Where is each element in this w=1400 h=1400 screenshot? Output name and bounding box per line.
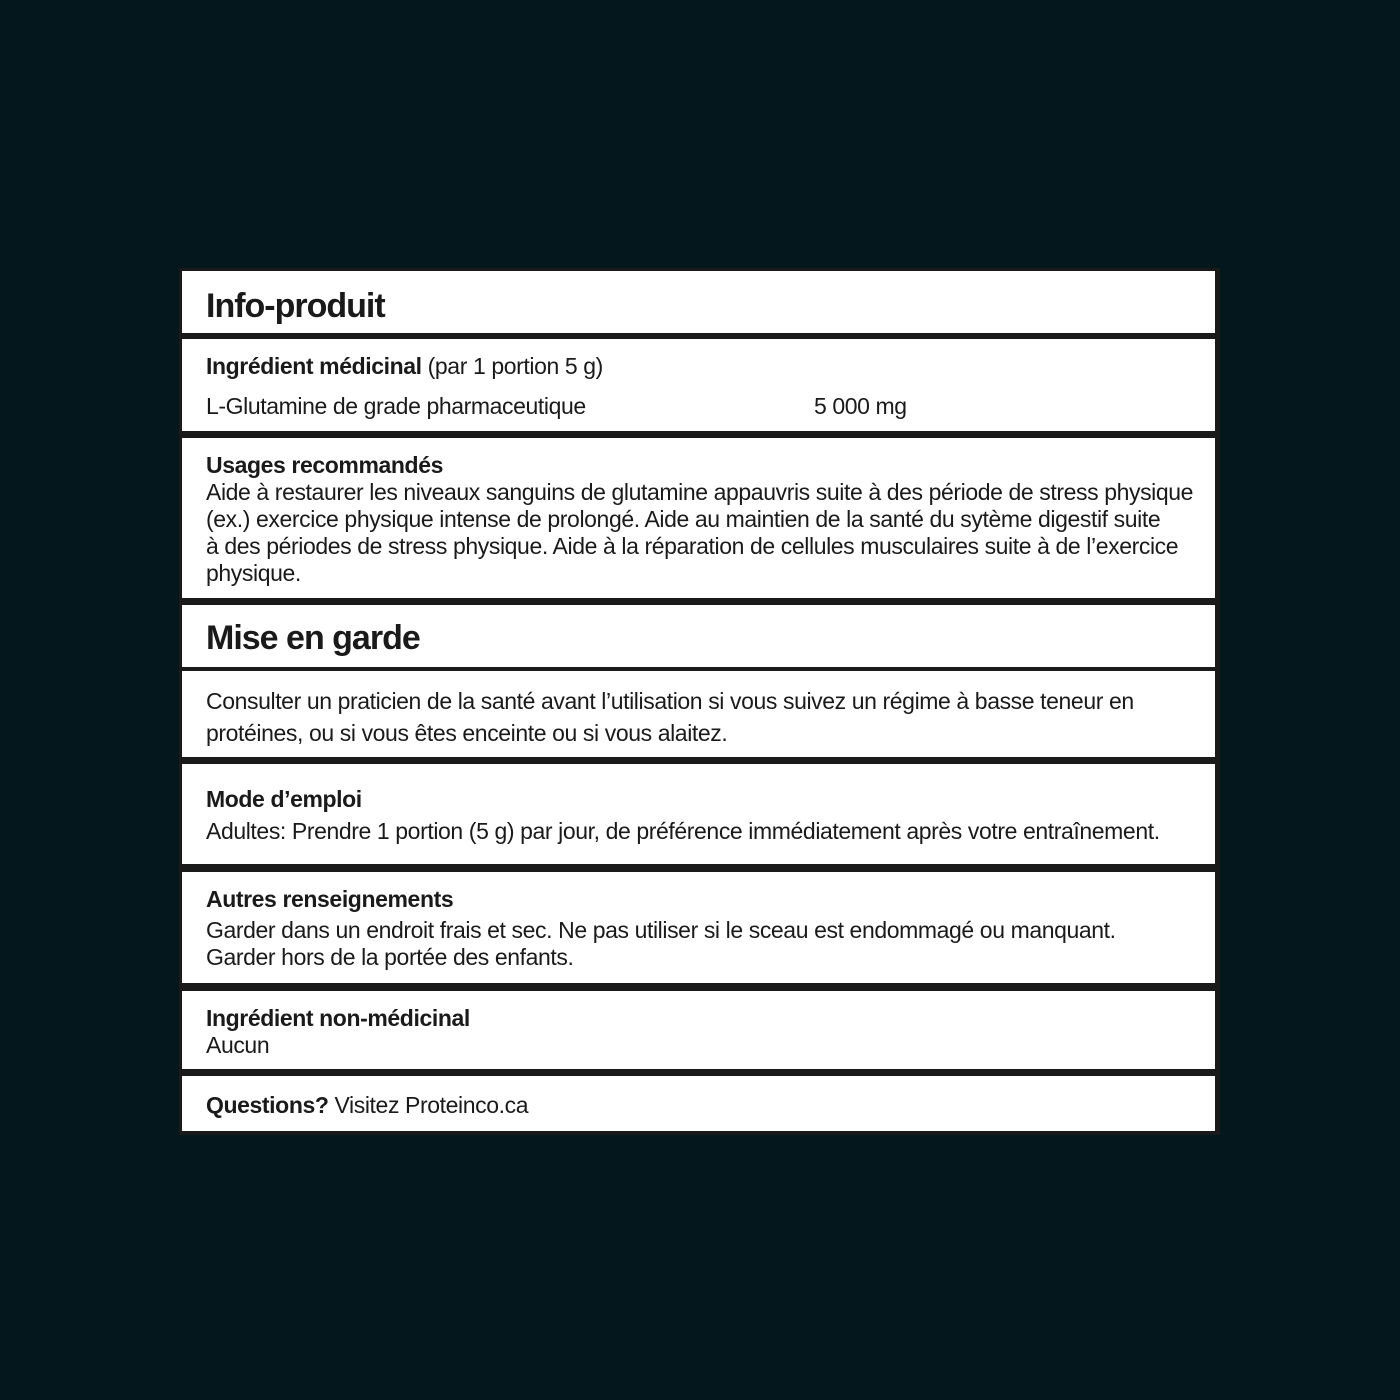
uses-section <box>182 438 1215 598</box>
non-medicinal-section <box>182 991 1215 1069</box>
other-line: Garder hors de la portée des enfants. <box>206 944 574 970</box>
warning-line: protéines, ou si vous êtes enceinte ou si vous alaitez. <box>206 720 728 746</box>
questions-section <box>182 1076 1215 1131</box>
questions-label: Questions? <box>206 1092 329 1118</box>
warning-body-section <box>182 671 1215 757</box>
info-title: Info-produit <box>206 287 385 325</box>
non-medicinal-heading: Ingrédient non-médicinal <box>206 1005 470 1031</box>
directions-heading: Mode d’emploi <box>206 786 362 812</box>
questions-text: Visitez Proteinco.ca <box>334 1092 529 1118</box>
medicinal-portion: (par 1 portion 5 g) <box>427 353 603 379</box>
medicinal-heading: Ingrédient médicinal <box>206 353 422 379</box>
product-info-label <box>179 268 1220 1135</box>
other-line: Garder dans un endroit frais et sec. Ne pas utiliser si le sceau est endommagé ou manquant. <box>206 917 1116 943</box>
uses-line: (ex.) exercice physique intense de prolongé. Aide au maintien de la santé du sytème digestif suite <box>206 506 1161 532</box>
info-section <box>182 271 1215 333</box>
warning-title: Mise en garde <box>206 619 420 657</box>
uses-line: à des périodes de stress physique. Aide à la réparation de cellules musculaires suite à de l’exercice <box>206 533 1179 559</box>
uses-heading: Usages recommandés <box>206 452 443 478</box>
warning-line: Consulter un praticien de la santé avant l’utilisation si vous suivez un régime à basse teneur en <box>206 688 1134 714</box>
directions-section <box>182 764 1215 864</box>
uses-line: physique. <box>206 560 301 586</box>
medicinal-section <box>182 339 1215 431</box>
non-medicinal-text: Aucun <box>206 1032 270 1058</box>
other-heading: Autres renseignements <box>206 886 454 912</box>
warning-title-section <box>182 605 1215 667</box>
ingredient-amount: 5 000 mg <box>814 393 907 419</box>
directions-text: Adultes: Prendre 1 portion (5 g) par jour, de préférence immédiatement après votre entraînement. <box>206 818 1160 844</box>
uses-line: Aide à restaurer les niveaux sanguins de glutamine appauvris suite à des période de stress physique <box>206 479 1194 505</box>
ingredient-name: L-Glutamine de grade pharmaceutique <box>206 393 586 419</box>
other-section <box>182 872 1215 983</box>
ingredient-row <box>206 393 1195 420</box>
